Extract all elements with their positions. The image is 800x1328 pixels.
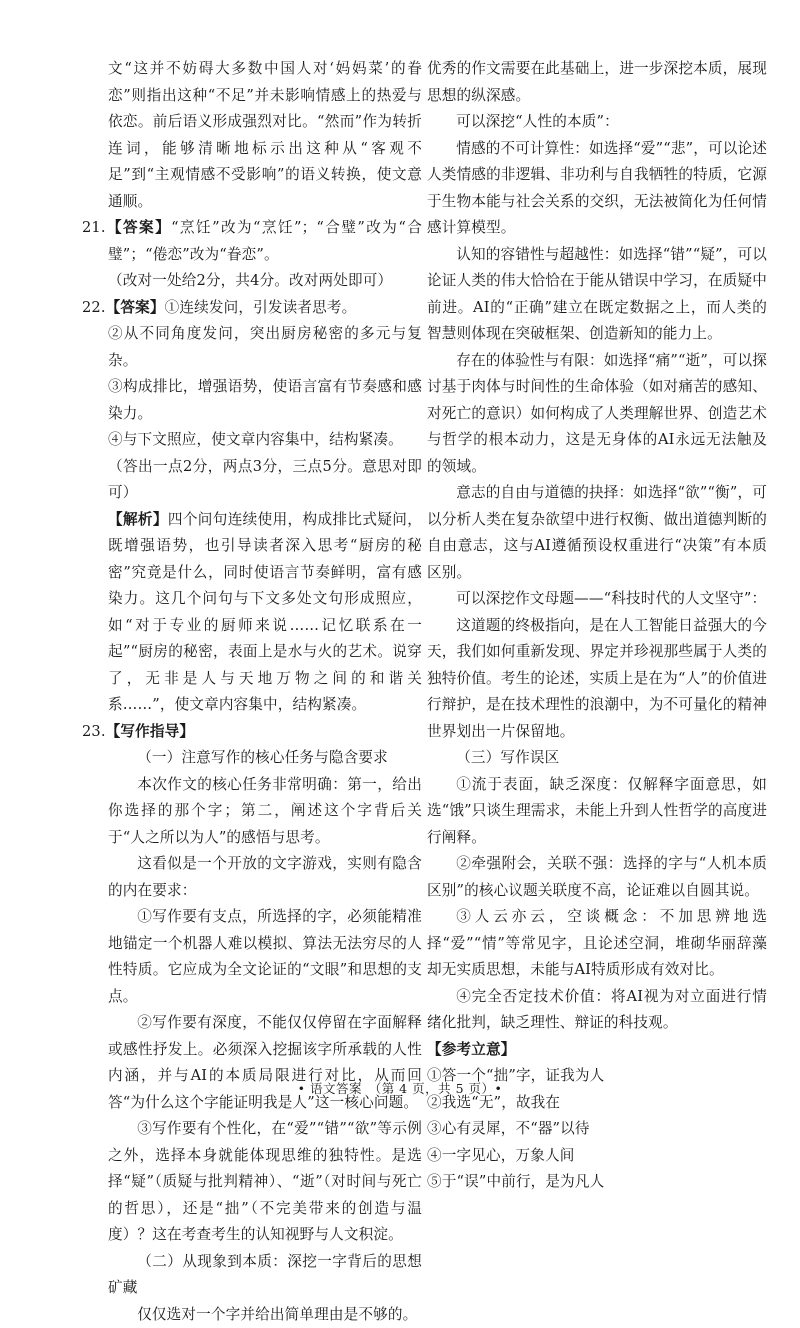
paragraph: 仅仅选对一个字并给出简单理由是不够的。 [82,1302,422,1328]
paragraph: 本次作文的核心任务非常明确：第一，给出你选择的那个字；第二，阐述这个字背后关于“人之所以为人”的感悟与思考。 [82,772,422,852]
page-footer: • 语文答案 （第 4 页，共 5 页）• [0,1079,800,1097]
q21-text: “烹饪”改为“烹饪”；“合璧”改为“合璧”；“倦恋”改为“眷恋”。 [108,219,422,263]
paragraph: 认知的容错性与超越性：如选择“错”“疑”，可以论证人类的伟大恰恰在于能从错误中学习，在质疑中前进。AI的“正确”建立在既定数据之上，而人类的智慧则体现在突破框架、创造新知的能力上。 [427,242,767,348]
reference-idea: ①答一个“拙”字，证我为人 [427,1063,767,1090]
q22-analysis [82,507,422,719]
paragraph: 存在的体验性与有限：如选择“痛”“逝”，可以探讨基于肉体与时间性的生命体验（如对痛苦的感知、对死亡的意识）如何构成了人类理解世界、创造艺术与哲学的根本动力，这是无身体的AI永远无法触及的领域。 [427,348,767,481]
q20-continuation: 文“这并不妨碍大多数中国人对‘妈妈菜’的眷恋”则指出这种“不足”并未影响情感上的热爱与依恋。前后语义形成强烈对比。“然而”作为转折连词，能够清晰地标示出这种从“客观不足”到“主观情感不受影响”的语义转换，使文意通顺。 [82,56,422,215]
q22-point-4: ④与下文照应，使文章内容集中，结构紧凑。 [82,427,422,454]
paragraph: 意志的自由与道德的抉择：如选择“欲”“衡”，可以分析人类在复杂欲望中进行权衡、做出道德判断的自由意志，这与AI遵循预设权重进行“决策”有本质区别。 [427,480,767,586]
q21-answer [82,215,422,268]
paragraph: ②写作要有深度，不能仅仅停留在字面解释或感性抒发上。必须深入挖掘该字所承载的人性内涵，并与AI的本质局限进行对比，从而回答“为什么这个字能证明我是人”这一核心问题。 [82,1010,422,1116]
section-heading-3: （三）写作误区 [427,745,767,772]
reference-idea: ③心有灵犀，不“器”以待 [427,1116,767,1143]
paragraph: 这看似是一个开放的文字游戏，实则有隐含的内在要求： [82,851,422,904]
paragraph: ④完全否定技术价值：将AI视为对立面进行情绪化批判，缺乏理性、辩证的科技观。 [427,984,767,1037]
q22-analysis-text: 四个问句连续使用，构成排比式疑问，既增强语势，也引导读者深入思考“厨房的秘密”究竟是什么，同时使语言节奏鲜明，富有感染力。这几个问句与下文多处文句形成照应，如“对于专业的厨师来说……记忆联系在一起”“厨房的秘密，表面上是水与火的艺术。说穿了，无非是人与天地万物之间的和谐关系……”，使文章内容集中，结构紧凑。 [108,511,422,714]
q23-heading [82,719,422,746]
paragraph: 可以深挖作文母题——“科技时代的人文坚守”： [427,586,767,613]
q21-score: （改对一处给2分，共4分。改对两处即可） [82,268,422,295]
reference-idea: ②我选“无”，故我在 [427,1090,767,1117]
paragraph: 可以深挖“人性的本质”： [427,109,767,136]
paragraph: 优秀的作文需要在此基础上，进一步深挖本质，展现思想的纵深感。 [427,56,767,109]
q22-answer [82,295,422,322]
right-column [427,56,767,1196]
paragraph: ③人云亦云，空谈概念：不加思辨地选择“爱”“情”等常见字，且论述空洞，堆砌华丽辞藻却无实质思想，未能与AI特质形成有效对比。 [427,904,767,984]
q23-number: 23. [82,723,106,740]
reference-ideas-tag: 【参考立意】 [427,1037,767,1064]
q22-point-3: ③构成排比，增强语势，使语言富有节奏感和感染力。 [82,374,422,427]
writing-guide-tag: 【写作指导】 [106,723,194,740]
paragraph: ①写作要有支点，所选择的字，必须能精准地锚定一个机器人难以模拟、算法无法穷尽的人性特质。它应成为全文论证的“文眼”和思想的支点。 [82,904,422,1010]
paragraph: ②牵强附会，关联不强：选择的字与“人机本质区别”的核心议题关联度不高，论证难以自圆其说。 [427,851,767,904]
reference-idea: ④一字见心，万象人间 [427,1143,767,1170]
q22-score: （答出一点2分，两点3分，三点5分。意思对即可） [82,454,422,507]
answer-tag: 【答案】 [106,299,165,316]
reference-idea: ⑤于“误”中前行，是为凡人 [427,1169,767,1196]
paragraph: ①流于表面，缺乏深度：仅解释字面意思，如选“饿”只谈生理需求，未能上升到人性哲学的高度进行阐释。 [427,772,767,852]
answer-tag: 【答案】 [106,219,171,236]
paragraph: 情感的不可计算性：如选择“爱”“悲”，可以论述人类情感的非逻辑、非功利与自我牺牲的特质，它源于生物本能与社会关系的交织，无法被简化为任何情感计算模型。 [427,136,767,242]
q22-number: 22. [82,299,106,316]
paragraph: 这道题的终极指向，是在人工智能日益强大的今天，我们如何重新发现、界定并珍视那些属于人类的独特价值。考生的论述，实质上是在为“人”的价值进行辩护，是在技术理性的浪潮中，为不可量化的精神世界划出一片保留地。 [427,613,767,746]
analysis-tag: 【解析】 [108,511,168,528]
q22-point-1: ①连续发问，引发读者思考。 [165,299,357,316]
left-column [82,56,422,1328]
section-heading-2: （二）从现象到本质：深挖一字背后的思想矿藏 [82,1249,422,1302]
section-heading-1: （一）注意写作的核心任务与隐含要求 [82,745,422,772]
q22-point-2: ②从不同角度发问，突出厨房秘密的多元与复杂。 [82,321,422,374]
q21-number: 21. [82,219,106,236]
paragraph: ③写作要有个性化，在“爱”“错”“欲”等示例之外，选择本身就能体现思维的独特性。是选择“疑”（质疑与批判精神）、“逝”（对时间与死亡的哲思），还是“拙”（不完美带来的创造与温度）？这在考查考生的认知视野与人文积淀。 [82,1116,422,1249]
